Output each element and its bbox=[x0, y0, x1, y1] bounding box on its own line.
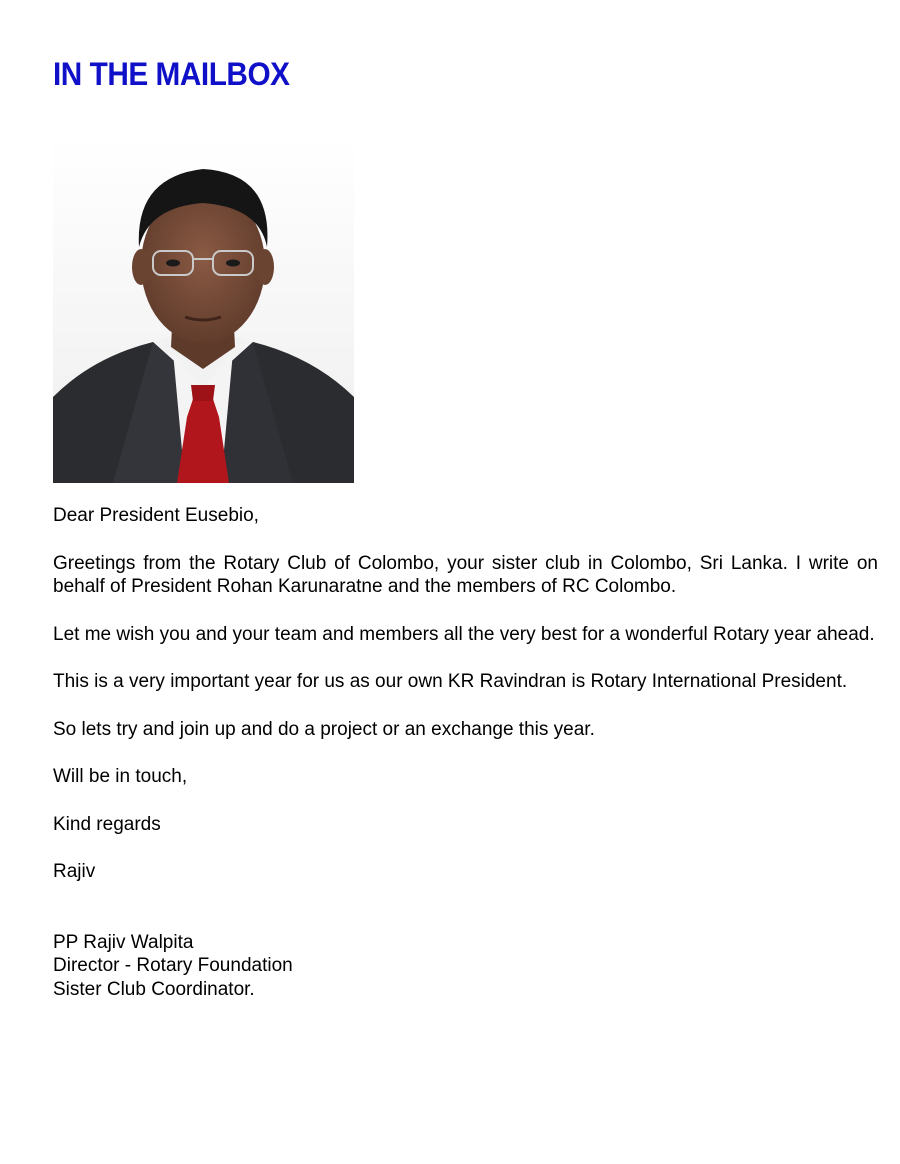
portrait-photo bbox=[53, 137, 354, 483]
salutation: Dear President Eusebio, bbox=[53, 505, 259, 526]
letter-body bbox=[53, 504, 878, 1001]
signature-name: Rajiv bbox=[53, 861, 96, 882]
signature-line: PP Rajiv Walpita bbox=[53, 931, 194, 953]
signature-line: Director - Rotary Foundation bbox=[53, 955, 293, 976]
paragraph: Let me wish you and your team and members all the very best for a wonderful Rotary year ahead. bbox=[53, 623, 875, 645]
paragraph: So lets try and join up and do a project or an exchange this year. bbox=[53, 718, 595, 740]
closing-line: Kind regards bbox=[53, 813, 161, 835]
closing-line: Will be in touch, bbox=[53, 766, 188, 787]
portrait-photo-icon bbox=[53, 137, 354, 483]
paragraph: Greetings from the Rotary Club of Colombo, your sister club in Colombo, Sri Lanka. I write on behalf of President Rohan Karunaratne and the members of RC Colombo. bbox=[53, 552, 878, 597]
paragraph: This is a very important year for us as our own KR Ravindran is Rotary International President. bbox=[53, 671, 848, 692]
section-heading: IN THE MAILBOX bbox=[53, 56, 290, 92]
signature-line: Sister Club Coordinator. bbox=[53, 978, 255, 1000]
